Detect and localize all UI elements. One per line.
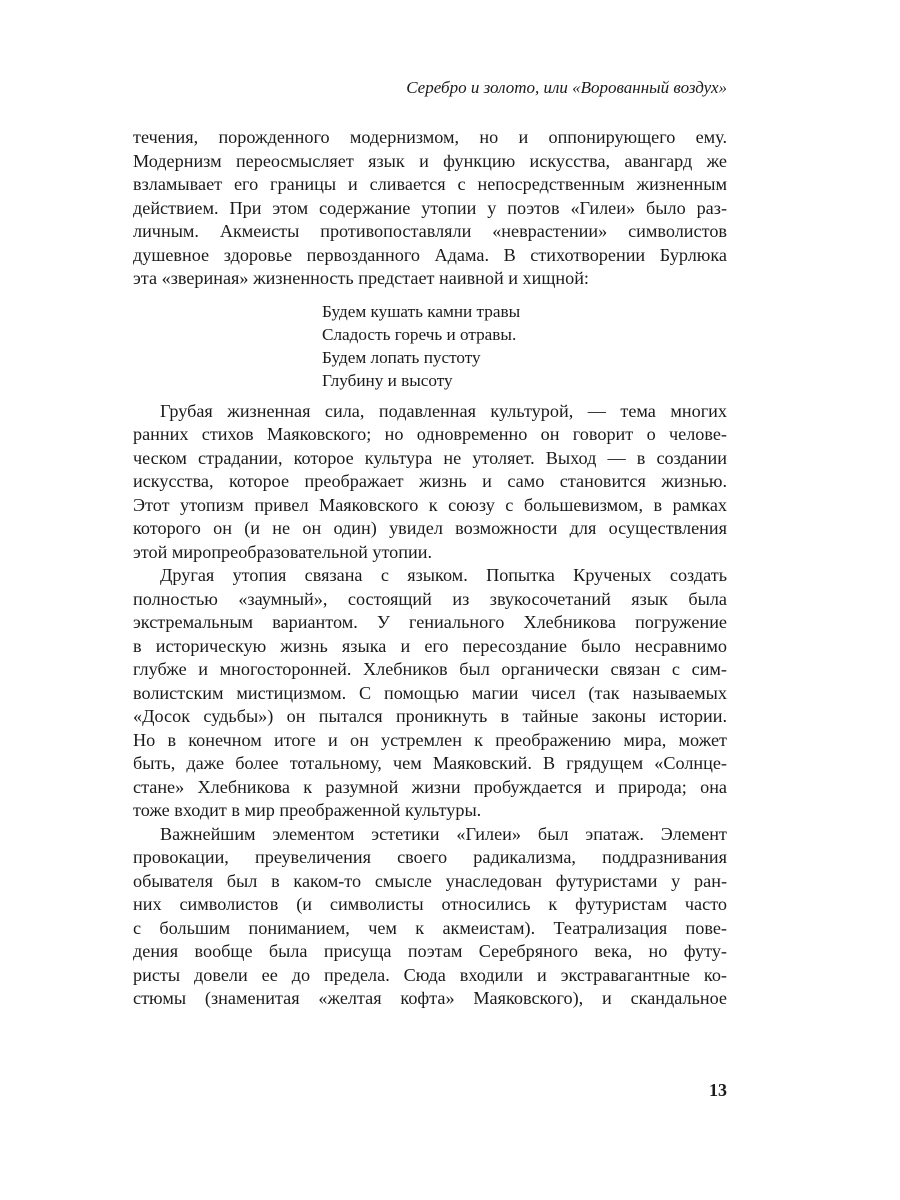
text-line: эта «звериная» жизненность предстает наивной и хищной: xyxy=(133,268,589,288)
text-line: волистским мистицизмом. С помощью магии чисел (так называемых xyxy=(133,682,727,703)
text-line: Модернизм переосмысляет язык и функцию искусства, авангард же xyxy=(133,150,727,171)
poem-line: Глубину и высоту xyxy=(322,370,453,390)
poem-line: Сладость горечь и отравы. xyxy=(322,324,517,344)
paragraph-language-utopia xyxy=(133,564,727,823)
text-line: стюмы (знаменитая «желтая кофта» Маяковского), и скандальное xyxy=(133,988,727,1008)
text-line: провокации, преувеличения своего радикализма, поддразнивания xyxy=(133,847,727,867)
poem-quote xyxy=(133,300,727,392)
paragraph-epatage xyxy=(133,823,727,1011)
text-line: Грубая жизненная сила, подавленная культурой, — тема многих xyxy=(160,400,727,421)
text-line: глубже и многосторонней. Хлебников был органически связан с сим- xyxy=(133,659,727,679)
text-line: «Досок судьбы») он пытался проникнуть в тайные законы истории. xyxy=(133,706,727,726)
text-line: душевное здоровье первозданного Адама. В стихотворении Бурлюка xyxy=(133,244,727,265)
text-line: Важнейшим элементом эстетики «Гилеи» был эпатаж. Элемент xyxy=(160,823,727,844)
text-line: личным. Акмеисты противопоставляли «неврастении» символистов xyxy=(133,221,727,241)
text-line: полностью «заумный», состоящий из звукосочетаний язык была xyxy=(133,588,727,609)
body-text xyxy=(133,126,727,1011)
poem-line: Будем лопать пустоту xyxy=(322,347,481,367)
text-line: которого он (и не он один) увидел возможности для осуществления xyxy=(133,518,727,538)
running-header: Серебро и золото, или «Ворованный воздух» xyxy=(406,78,727,97)
text-line: быть, даже более тотальному, чем Маяковский. В грядущем «Солнце- xyxy=(133,753,727,773)
text-line: Но в конечном итоге и он устремлен к преображению мира, может xyxy=(133,729,727,750)
text-line: в историческую жизнь языка и его пересоздание было несравнимо xyxy=(133,635,727,656)
text-line: ческом страдании, которое культура не утоляет. Выход — в создании xyxy=(133,447,727,468)
text-line: взламывает его границы и сливается с непосредственным жизненным xyxy=(133,174,727,194)
text-line: тоже входит в мир преображенной культуры. xyxy=(133,800,482,820)
text-line: ристы довели ее до предела. Сюда входили и экстравагантные ко- xyxy=(133,964,727,985)
paragraph-mayakovsky xyxy=(133,400,727,565)
text-line: течения, порожденного модернизмом, но и оппонирующего ему. xyxy=(133,127,727,147)
text-line: искусства, которое преображает жизнь и само становится жизнью. xyxy=(133,471,727,491)
text-line: действием. При этом содержание утопии у поэтов «Гилеи» было раз- xyxy=(133,197,727,218)
text-line: экстремальным вариантом. У гениального Хлебникова погружение xyxy=(133,612,727,632)
text-line: стане» Хлебникова к разумной жизни пробуждается и природа; она xyxy=(133,776,727,797)
paragraph-continuation xyxy=(133,126,727,291)
poem-line: Будем кушать камни травы xyxy=(322,301,521,321)
text-line: дения вообще была присуща поэтам Серебряного века, но футу- xyxy=(133,941,727,961)
text-line: этой миропреобразовательной утопии. xyxy=(133,541,432,562)
page-number: 13 xyxy=(709,1080,727,1100)
text-line: обывателя был в каком-то смысле унаследован футуристами у ран- xyxy=(133,870,727,891)
text-line: Этот утопизм привел Маяковского к союзу с большевизмом, в рамках xyxy=(133,494,727,515)
text-line: с большим пониманием, чем к акмеистам). Театрализация пове- xyxy=(133,917,727,938)
text-line: ранних стихов Маяковского; но одновременно он говорит о челове- xyxy=(133,424,727,444)
text-line: Другая утопия связана с языком. Попытка Крученых создать xyxy=(160,565,727,585)
text-line: них символистов (и символисты относились к футуристам часто xyxy=(133,894,727,914)
